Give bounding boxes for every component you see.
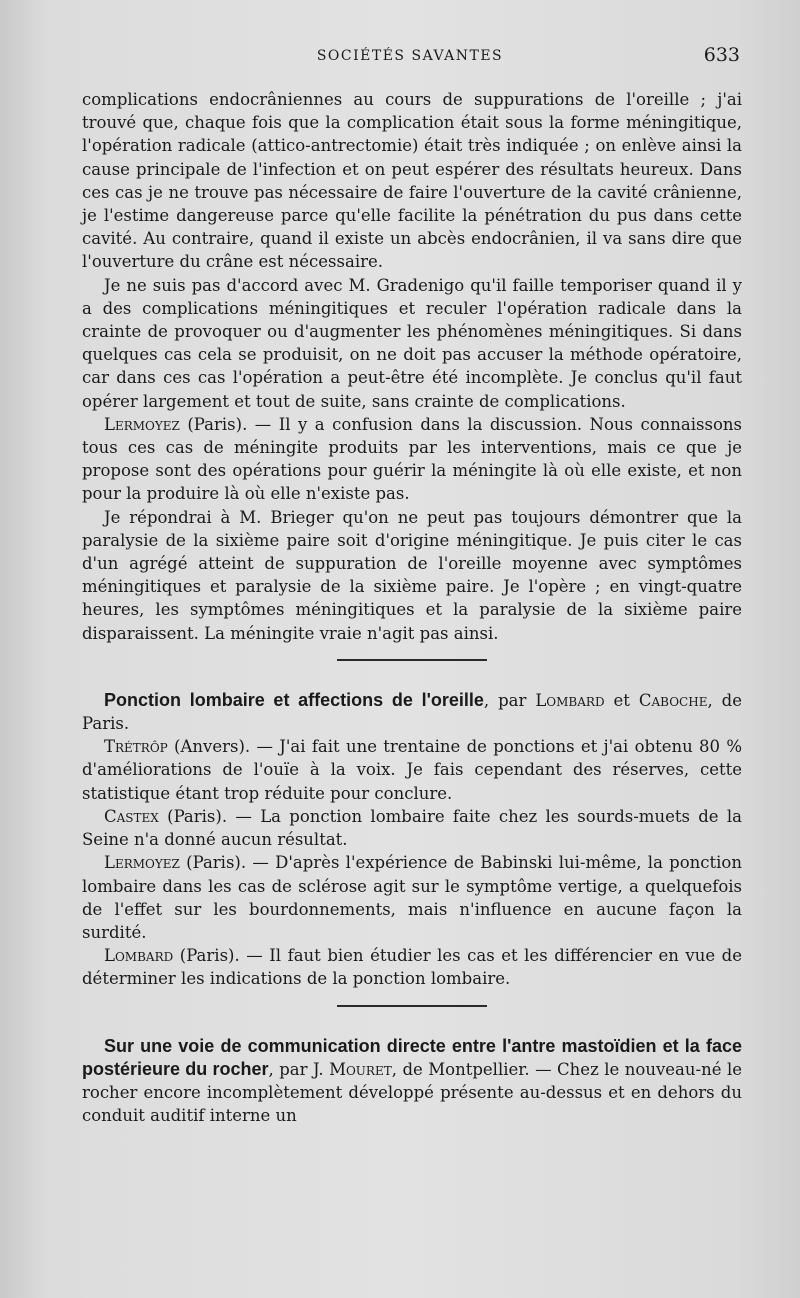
- speaker-name: Castex: [104, 806, 159, 826]
- section-heading-2: [82, 1035, 742, 1128]
- paragraph-4: Je répondrai à M. Brieger qu'on ne peut pas toujours démontrer que la paralysie de la sixième paire soit d'origine méningitique. Je puis citer le cas d'un agrégé atteint de suppuration de l'oreille moyenne avec symptômes méningitiques et paralysie de la sixième paire. Je l'opère ; en vingt-quatre heures, les symptômes méningitiques et la paralysie de la sixième paire disparaissent. La méningite vraie n'agit pas ainsi.: [82, 507, 742, 643]
- paragraph-8: [82, 944, 742, 990]
- byline-text: , par: [483, 690, 536, 710]
- paragraph-6: [82, 805, 742, 851]
- author-name: Caboche: [638, 690, 708, 710]
- running-title: SOCIÉTÉS SAVANTES: [316, 48, 504, 64]
- section-title: Sur une voie de communication directe entre l'antre mastoïdien et la face postérieure du rocher: [82, 1035, 742, 1079]
- paragraph-3: [82, 413, 742, 506]
- section-divider: [337, 1005, 487, 1007]
- section-heading-1: [82, 689, 742, 735]
- paragraph-text: , de Montpellier. — Chez le nouveau-né le rocher encore incomplètement développé présente au-dessus et en dehors du conduit auditif interne un: [82, 1059, 742, 1126]
- speaker-name: Lombard: [104, 946, 174, 966]
- paragraph-text: (Paris). — Il faut bien étudier les cas et les différencier en vue de déterminer les indications de la ponction lombaire.: [82, 946, 742, 989]
- paragraph-7: [82, 851, 742, 944]
- speaker-name: Trétrôp: [104, 737, 168, 757]
- speaker-name: Lermoyez: [104, 853, 180, 873]
- paragraph-text: (Paris). — Il y a confusion dans la discussion. Nous connaissons tous ces cas de méningite produits par les interventions, mais ce que je propose sont des opérations pour guérir la méningite là où elle existe, et non pour la produire là où elle n'existe pas.: [82, 414, 742, 504]
- page-header: [80, 44, 740, 74]
- section-title: Ponction lombaire et affections de l'oreille: [104, 689, 484, 710]
- speaker-name: Lermoyez: [104, 414, 180, 434]
- byline-text: , de Paris.: [82, 690, 742, 734]
- paragraph-2: Je ne suis pas d'accord avec M. Gradenigo qu'il faille temporiser quand il y a des complications méningitiques et reculer l'opération radicale dans la crainte de provoquer ou d'augmenter les phénomènes méningitiques. Si dans quelques cas cela se produisit, on ne doit pas accuser la méthode opératoire, car dans ces cas l'opération a peut-être été incomplète. Je conclus qu'il faut opérer largement et tout de suite, sans crainte de complications.: [82, 275, 742, 411]
- paragraph-text: (Paris). — D'après l'expérience de Babinski lui-même, la ponction lombaire dans les cas de sclérose agit sur le symptôme vertige, a quelquefois de l'effet sur les bourdonnements, mais n'influence en aucune façon la surdité.: [82, 853, 742, 942]
- page-number: 633: [703, 44, 740, 66]
- byline-text: et: [604, 690, 639, 710]
- article-body: [82, 88, 742, 1127]
- author-name: Mouret: [329, 1059, 392, 1079]
- paragraph-text: (Paris). — La ponction lombaire faite chez les sourds-muets de la Seine n'a donné aucun résultat.: [82, 806, 742, 850]
- byline-text: , par J.: [268, 1059, 330, 1079]
- section-divider: [337, 659, 487, 661]
- paragraph-5: [82, 735, 742, 805]
- paragraph-1: complications endocrâniennes au cours de suppurations de l'oreille ; j'ai trouvé que, chaque fois que la complication était sous la forme méningitique, l'opération radicale (attico-antrectomie) était très indiquée ; on enlève ainsi la cause principale de l'infection et on peut espérer des résultats heureux. Dans ces cas je ne trouve pas nécessaire de faire l'ouverture de la cavité crânienne, je l'estime dangereuse parce qu'elle facilite la pénétration du pus dans cette cavité. Au contraire, quand il existe un abcès endocrânien, il va sans dire que l'ouverture du crâne est nécessaire.: [82, 90, 742, 272]
- author-name: Lombard: [535, 690, 605, 710]
- paragraph-text: (Anvers). — J'ai fait une trentaine de ponctions et j'ai obtenu 80 % d'améliorations de l'ouïe à la voix. Je fais cependant des réserves, cette statistique étant trop réduite pour conclure.: [82, 737, 742, 803]
